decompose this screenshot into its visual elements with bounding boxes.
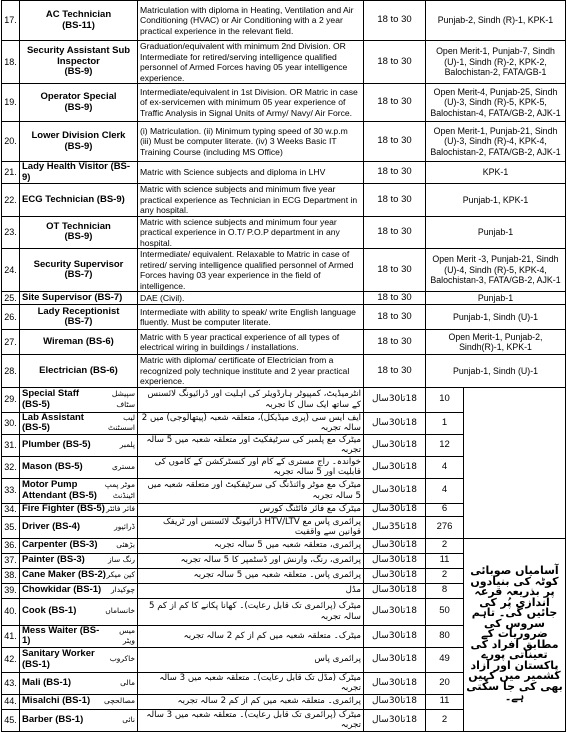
table-row [2,305,566,330]
row-number: 29. [2,387,20,412]
row-number: 39. [2,583,20,598]
post-name: Painter [22,554,55,566]
row-number: 44. [2,694,20,709]
age-limit: 18تا30سال [364,598,426,625]
post-title-urdu: نائی [122,714,135,724]
post-title: Site Supervisor (BS-7) [20,292,138,305]
row-number: 24. [2,249,20,292]
age-limit: 18 to 30 [364,249,426,292]
post-title: Wireman (BS-6) [20,330,138,355]
qualification: Matric with science subjects and minimum five year practical experience as Technician in ECG Department in any hospital. [138,184,364,217]
row-number: 41. [2,625,20,647]
post-title-english [22,413,100,434]
row-number: 40. [2,598,20,625]
vacancy-count: 4 [426,456,464,478]
vacancy-count: 10 [426,387,464,412]
quota: KPK-1 [426,162,566,184]
age-limit: 18تا30سال [364,553,426,568]
post-scale: (BS-1) [73,584,102,596]
post-title-urdu: خاکروب [109,654,135,664]
row-number: 43. [2,672,20,694]
post-name: Cane Maker [22,569,76,581]
vacancy-count: 2 [426,709,464,731]
post-name: Fire Fighter [22,503,75,515]
quota: Punjab-1, Sindh (U)-1 [426,355,566,388]
qualification: (i) Matriculation. (ii) Minimum typing speed of 30 w.p.m (iii) Must be computer literate. (iv) 3 Weeks Basic IT Training Course (including MS Office) [138,122,364,162]
table-bottom-section [2,387,566,731]
qualification: DAE (Civil). [138,292,364,305]
qualification-urdu: پرائمری، رنگ، وارنش اور ڈسٹمپر کا 5 سالہ تجربہ [138,553,364,568]
quota: Punjab-1, KPK-1 [426,184,566,217]
post-title [20,387,138,412]
post-title-english [22,715,83,726]
age-limit: 18 to 30 [364,330,426,355]
post-title [20,647,138,672]
age-limit: 18تا30سال [364,625,426,647]
post-title [20,538,138,553]
qualification-urdu: پرائمری۔ متعلقہ شعبہ میں کم از کم 2 سالہ تجربہ [138,694,364,709]
post-title: Lady Health Visitor (BS-9) [20,162,138,184]
post-title: Lady Receptionist (BS-7) [20,305,138,330]
post-scale: (BS-5) [68,489,97,501]
blank-cell [464,387,566,538]
qualification: Intermediate with ability to speak/ write English language fluently. Must be computer literate. [138,305,364,330]
post-title: AC Technician (BS-11) [20,1,138,41]
post-title [20,434,138,456]
vacancy-count: 11 [426,694,464,709]
post-title-english [22,522,80,533]
post-title-urdu: مصالحچی [103,696,135,706]
post-name: Carpenter [22,539,67,551]
post-name: Barber [22,713,53,725]
post-scale: (BS-2) [77,569,106,581]
row-number: 42. [2,647,20,672]
age-limit: 18تا30سال [364,412,426,434]
post-name: Lab Assistant [22,411,84,423]
post-title [20,598,138,625]
quota: Punjab-1, Sindh (U)-1 [426,305,566,330]
age-limit: 18تا30سال [364,647,426,672]
vacancy-count: 11 [426,553,464,568]
age-limit: 18 to 30 [364,184,426,217]
age-limit: 18 to 30 [364,1,426,41]
qualification-urdu: خواندہ۔ راج مستری کے کام اور کنسٹرکشن کے کاموں کی قابلیت اور 5 سالہ تجربہ [138,456,364,478]
qualification-urdu: میٹرک۔ متعلقہ شعبہ میں کم از کم 2 سالہ تجربہ [138,625,364,647]
post-title-english [22,540,98,551]
row-number: 23. [2,216,20,249]
quota: Punjab-1 [426,216,566,249]
age-limit: 18تا30سال [364,538,426,553]
post-title [20,553,138,568]
row-number: 20. [2,122,20,162]
vacancy-count: 8 [426,583,464,598]
age-limit: 18تا30سال [364,503,426,516]
qualification-urdu: مڈل [138,583,364,598]
post-title: ECG Technician (BS-9) [20,184,138,217]
row-number: 30. [2,412,20,434]
job-table-page [1,0,565,730]
qualification: Intermediate/equivalent in 1st Division. OR Matric in case of ex-servicemen with minimum 05 year experience of Traffic Analysis in Signal Units of Army/ Navy/ Air Force. [138,84,364,122]
row-number: 21. [2,162,20,184]
post-title-urdu: موٹر پمپ اٹینڈنٹ [104,480,135,500]
post-scale: (BS-3) [56,554,85,566]
vacancy-count: 2 [426,568,464,583]
age-limit: 18 to 30 [364,122,426,162]
row-number: 17. [2,1,20,41]
row-number: 19. [2,84,20,122]
quota: Open Merit-1, Punjab-2, Sindh(R)-1, KPK-1 [426,330,566,355]
post-title-english [22,606,76,617]
post-title-urdu: لیب اسسٹنٹ [108,412,135,432]
post-name: Sanitary Worker [22,648,95,659]
post-title [20,412,138,434]
qualification: Matriculation with diploma in Heating, Ventilation and Air Conditioning (HVAC) or Air Conditioning with a 2 year practical experience in the relevant field. [138,1,364,41]
post-scale: (BS-1) [43,676,72,688]
qualification: Graduation/equivalent with minimum 2nd Division. OR Intermediate for retired/serving intelligence qualified personnel of Armed Forces having 05 year intelligence experience. [138,41,364,84]
post-name: Chowkidar [22,584,71,596]
qualification-urdu: میٹرک مع پلمبر کی سرٹیفکیٹ اور متعلقہ شعبہ میں 5 سالہ تجربہ [138,434,364,456]
post-scale: (BS-5) [54,460,83,472]
post-title [20,709,138,731]
post-scale: (BS-1) [55,713,84,725]
vacancy-count: 20 [426,672,464,694]
table-row [2,216,566,249]
age-limit: 18تا30سال [364,583,426,598]
quota: Punjab-2, Sindh (R)-1, KPK-1 [426,1,566,41]
post-title-english [22,678,71,689]
post-scale: (BS-4) [52,520,81,532]
post-title: Operator Special (BS-9) [20,84,138,122]
quota: Open Merit -3, Punjab-21, Sindh (U)-4, Sindh (R)-5, KPK-4, Balochistan-3, FATA/GB-2, AJK-1 [426,249,566,292]
post-title-english [22,480,102,501]
table-row [2,292,566,305]
post-name: Mason [22,460,53,472]
post-name: Misalchi [22,695,60,707]
post-scale: (BS-5) [22,422,50,433]
table-row [2,538,566,553]
table-row [2,330,566,355]
age-limit: 18تا30سال [364,709,426,731]
qualification-urdu: میٹرک (مڈل تک قابل رعایت)۔ متعلقہ شعبہ میں 3 سالہ تجربہ [138,672,364,694]
post-title [20,503,138,516]
row-number: 32. [2,456,20,478]
post-title-urdu: بڑھئی [116,540,135,550]
post-title-english [22,555,85,566]
age-limit: 18 to 30 [364,355,426,388]
post-name: Mali [22,676,41,688]
post-title-english [22,570,106,581]
row-number: 28. [2,355,20,388]
post-title [20,672,138,694]
row-number: 38. [2,568,20,583]
row-number: 25. [2,292,20,305]
post-title-urdu: مستری [112,461,135,471]
qualification-urdu: میٹرک (پرائمری تک قابل رعایت)۔ متعلقہ شعبہ میں 3 سالہ تجربہ [138,709,364,731]
post-scale: (BS-5) [76,503,105,515]
age-limit: 18تا30سال [364,672,426,694]
qualification-urdu: میٹرک مع فائر فائٹنگ کورس [138,503,364,516]
post-title: Security Assistant Sub Inspector (BS-9) [20,41,138,84]
age-limit: 18 to 30 [364,305,426,330]
qualification-urdu: انٹرمیڈیٹ، کمپیوٹر ہارڈویئر کی اہلیت اور ڈرائیونگ لائسنس کے ساتھ ایک سال کا تجربہ [138,387,364,412]
quota: Open Merit-4, Punjab-25, Sindh (U)-3, Sindh (R)-5, KPK-5, Balochistan-4, FATA/GB-2, AJK-1 [426,84,566,122]
age-limit: 18 to 30 [364,216,426,249]
table-row [2,1,566,41]
post-title [20,694,138,709]
vacancy-count: 4 [426,478,464,503]
age-limit: 18 to 30 [364,292,426,305]
table-row [2,122,566,162]
age-limit: 18تا30سال [364,694,426,709]
post-title [20,478,138,503]
quota: Open Merit-1, Punjab-7, Sindh (U)-1, Sindh (R)-2, KPK-2, Balochistan-2, FATA/GB-1 [426,41,566,84]
table-row [2,355,566,388]
post-title-urdu: خانساماں [105,606,135,616]
post-title: Lower Division Clerk (BS-9) [20,122,138,162]
row-number: 33. [2,478,20,503]
age-limit: 18تا30سال [364,456,426,478]
row-number: 36. [2,538,20,553]
age-limit: 18 to 30 [364,162,426,184]
age-limit: 18تا35سال [364,516,426,538]
post-scale: (BS-1) [62,695,91,707]
post-scale: (BS-3) [69,539,98,551]
post-name: Mess Waiter [22,624,78,636]
vacancy-count: 12 [426,434,464,456]
vacancy-count: 1 [426,412,464,434]
post-title [20,583,138,598]
row-number: 22. [2,184,20,217]
table-top-section [2,1,566,388]
post-title: OT Technician (BS-9) [20,216,138,249]
qualification-urdu: پرائمری، متعلقہ شعبہ میں 5 سالہ تجربہ [138,538,364,553]
vacancy-count: 2 [426,538,464,553]
qualification: Matric with Science subjects and diploma in LHV [138,162,364,184]
row-number: 34. [2,503,20,516]
qualification-urdu: ایف ایس سی (پری میڈیکل)، متعلقہ شعبہ (پیتھالوجی) میں 2 سالہ تجربہ [138,412,364,434]
table-row [2,387,566,412]
post-title [20,625,138,647]
post-title-urdu: چوکیدار [111,585,135,595]
row-number: 26. [2,305,20,330]
qualification-urdu: میٹرک (پرائمری تک قابل رعایت)۔ کھانا پکانے کا کم از کم 5 سالہ تجربہ [138,598,364,625]
post-scale: (BS-5) [62,438,91,450]
post-title: Security Supervisor (BS-7) [20,249,138,292]
vacancy-count: 80 [426,625,464,647]
post-title [20,516,138,538]
row-number: 35. [2,516,20,538]
post-name: Cook [22,605,46,617]
post-title-urdu: مالی [120,677,135,687]
age-limit: 18تا30سال [364,478,426,503]
table-row [2,84,566,122]
age-limit: 18تا30سال [364,434,426,456]
age-limit: 18تا30سال [364,568,426,583]
vacancy-count: 276 [426,516,464,538]
vacancy-count: 6 [426,503,464,516]
table-row [2,162,566,184]
post-scale: (BS-1) [22,658,50,670]
job-table [1,0,566,388]
row-number: 27. [2,330,20,355]
row-number: 31. [2,434,20,456]
post-title-urdu: میس ویٹر [119,625,135,645]
post-name: Driver [22,520,50,532]
job-table-urdu-section [1,387,566,732]
post-title [20,456,138,478]
post-title-urdu: ڈرائیور [114,521,135,531]
post-title-urdu: پلمبر [119,439,135,449]
qualification: Matric with diploma/ certificate of Electrician from a recognized poly technique institute and 2 year practical experience. [138,355,364,388]
post-name: Motor Pump Attendant [22,479,78,501]
post-title-urdu: سپیشل سٹاف [111,389,135,409]
quota-note: آسامیاں صوبائی کوٹہ کی بنیادوں پر بذریعہ قرعہ اندازی پُر کی جائیں گی۔ تاہم سروس کی ضروریات کے مطابق افراد کی تعیناتی پورے پاکستان اور آزاد کشمیر میں کہیں بھی کی جا سکتی ہے۔ [464,538,566,731]
qualification: Intermediate/ equivalent. Relaxable to Matric in case of retired/ serving intelligence qualified personnel of Armed Forces having 03 year experience in the field of intelligence. [138,249,364,292]
post-scale: (BS-1) [48,605,77,617]
qualification: Matric with science subjects and minimum four year practical experience in O.T/ P.O.P department in any hospital. [138,216,364,249]
post-title-english [22,626,105,647]
quota: Punjab-1 [426,292,566,305]
quota: Open Merit-1, Punjab-21, Sindh (U)-3, Sindh (R)-4, KPK-4, Balochistan-2, FATA/GB-2, AJK-1 [426,122,566,162]
post-title-urdu: رنگ ساز [108,555,135,565]
post-scale: (BS-1) [22,624,100,646]
table-row [2,184,566,217]
post-title-urdu: فائر فائٹر [106,504,135,514]
age-limit: 18 to 30 [364,41,426,84]
post-name: Plumber [22,438,61,450]
table-row [2,41,566,84]
post-title-english [22,389,97,410]
post-title-english [22,440,91,451]
post-title-english [22,696,90,707]
post-title-english [22,649,110,670]
post-title-urdu: کین میکر [106,570,135,580]
post-title-english [22,585,101,596]
qualification-urdu: پرائمری پاس [138,647,364,672]
post-title-english [22,504,105,515]
post-title-english [22,462,83,473]
qualification: Matric with 5 year practical experience of all types of electrical wiring in buildings / installations. [138,330,364,355]
age-limit: 18تا30سال [364,387,426,412]
post-scale: (BS-5) [22,398,50,410]
post-title [20,568,138,583]
row-number: 37. [2,553,20,568]
post-name: Special Staff [22,388,80,399]
table-row [2,249,566,292]
age-limit: 18 to 30 [364,84,426,122]
qualification-urdu: پرائمری پاس۔ متعلقہ شعبہ میں 5 سالہ تجربہ [138,568,364,583]
post-title: Electrician (BS-6) [20,355,138,388]
qualification-urdu: پرائمری پاس مع HTV/LTV ڈرائیونگ لائسنس اور ٹریفک قوانین سے واقفیت [138,516,364,538]
row-number: 45. [2,709,20,731]
qualification-urdu: میٹرک مع موٹر وائنڈنگ کی سرٹیفکیٹ اور متعلقہ شعبہ میں 5 سالہ تجربہ [138,478,364,503]
vacancy-count: 49 [426,647,464,672]
row-number: 18. [2,41,20,84]
vacancy-count: 50 [426,598,464,625]
